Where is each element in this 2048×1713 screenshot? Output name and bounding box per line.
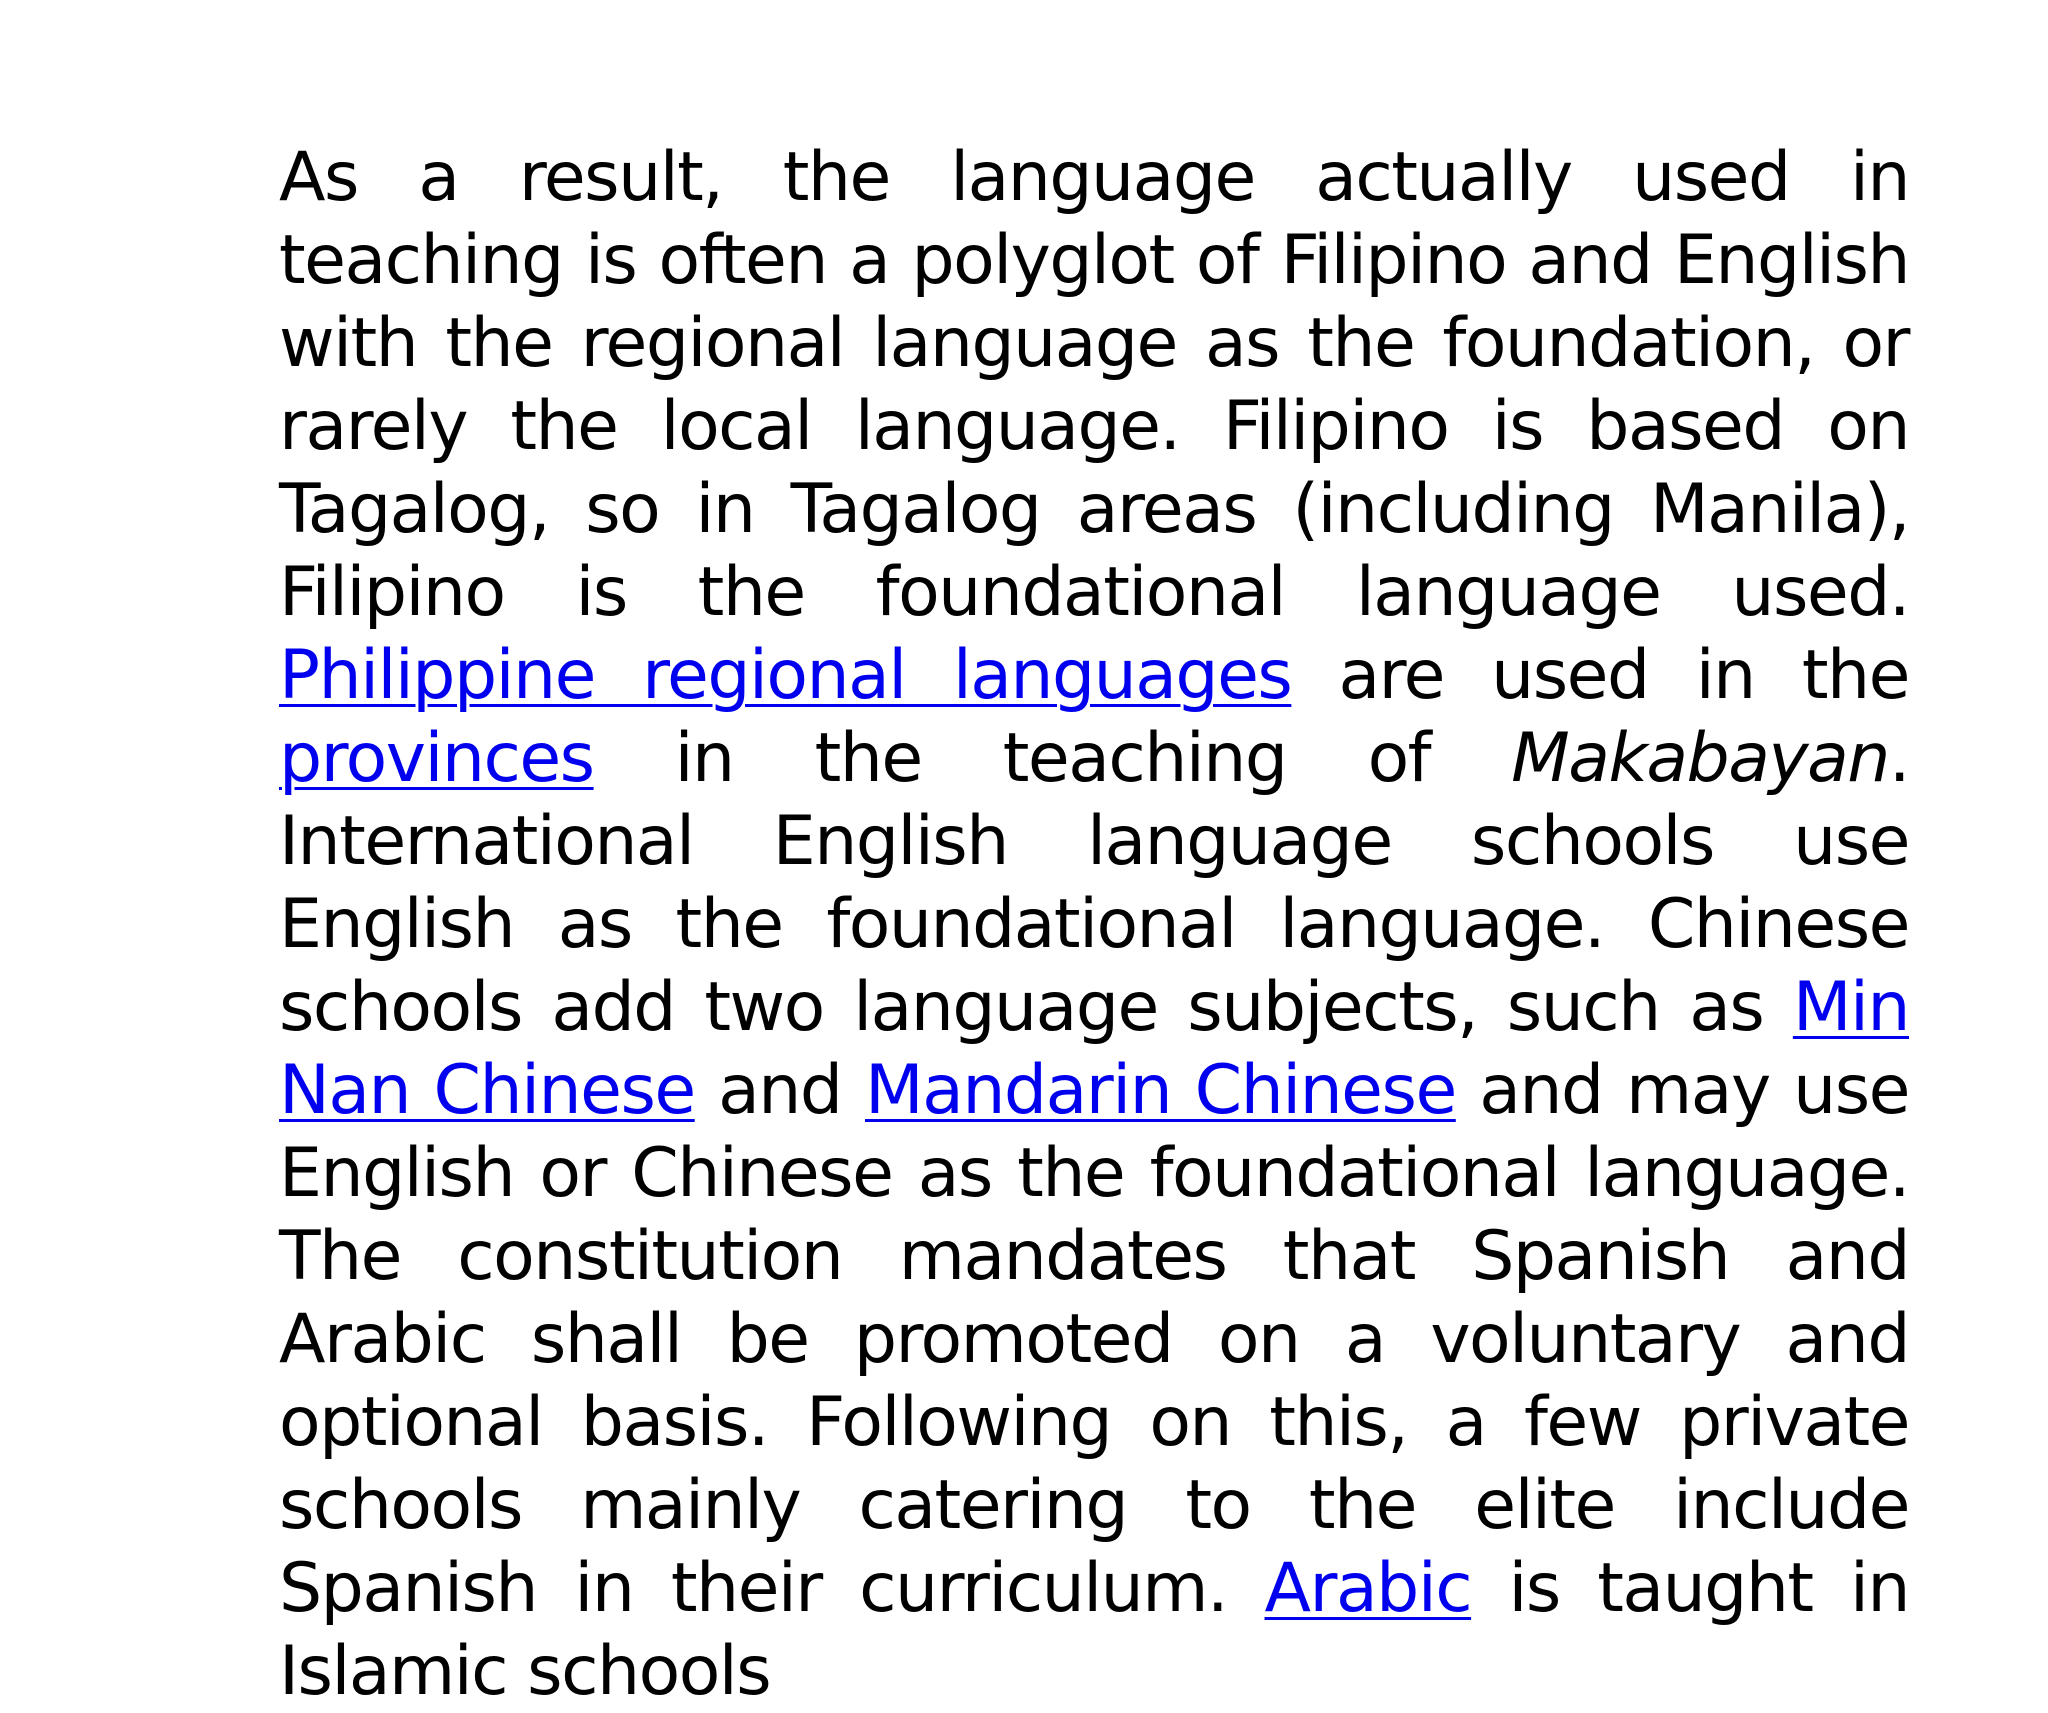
italic-makabayan: Makabayan — [1511, 719, 1889, 798]
text-segment: is taught in Islamic schools — [279, 1549, 1909, 1711]
text-segment: and may use English or Chinese as the foundational language. The constitution mandates that Spanish and Arabic shall be promoted on a voluntary and optional basis. Following on this, a few private schools mainly catering to the elite include Spanish in their curriculum. — [279, 1051, 1909, 1628]
link-arabic[interactable]: Arabic — [1264, 1549, 1472, 1628]
text-segment: . International English language schools use English as the foundational language. Chinese schools add two language subjects, such as — [279, 719, 1909, 1047]
link-provinces[interactable]: provinces — [279, 719, 594, 798]
link-mandarin-chinese[interactable]: Mandarin Chinese — [864, 1051, 1456, 1130]
article-paragraph — [279, 136, 1909, 1713]
link-min-nan-chinese[interactable]: Min Nan Chinese — [279, 968, 1909, 1130]
text-segment: and — [694, 1051, 865, 1130]
link-philippine-regional-languages[interactable]: Philippine regional languages — [279, 636, 1292, 715]
text-segment: in the teaching of — [593, 719, 1512, 798]
text-segment: As a result, the language actually used in teaching is often a polyglot of Filipino and English with the regional language as the foundation, or rarely the local language. Filipino is based on Tagalog, so in Tagalog areas (including Manila), Filipino is the foundational language used. — [279, 138, 1909, 632]
text-segment: are used in the — [1291, 636, 1909, 715]
